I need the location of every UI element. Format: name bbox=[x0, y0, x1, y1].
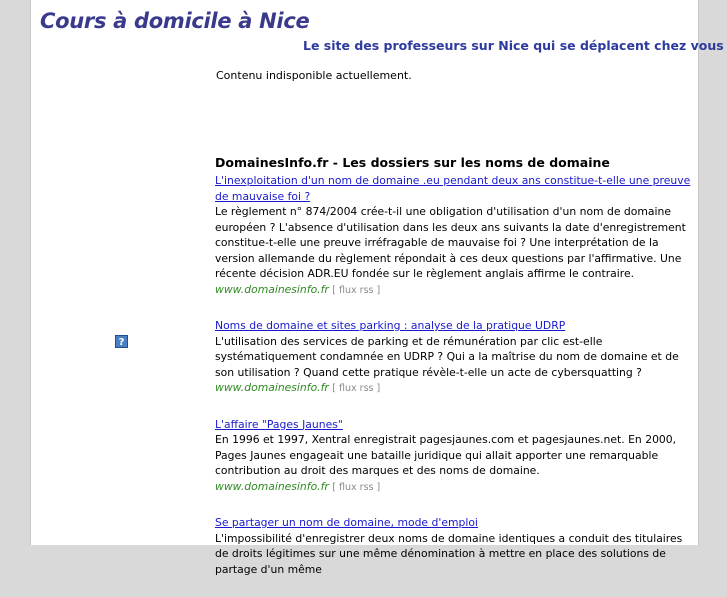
source-site-link[interactable]: www.domainesinfo.fr bbox=[215, 381, 329, 394]
article-link[interactable]: L'affaire "Pages Jaunes" bbox=[215, 417, 343, 431]
article-description: En 1996 et 1997, Xentral enregistrait pagesjaunes.com et pagesjaunes.net. En 2000, Pages Jaunes engageait une bataille juridique qui allait apporter une remarquable contribution au droit des marques et des noms de domaine. bbox=[215, 433, 677, 477]
unavailable-notice: Contenu indisponible actuellement. bbox=[216, 69, 412, 82]
article-link[interactable]: Noms de domaine et sites parking : analyse de la pratique UDRP bbox=[215, 319, 566, 332]
site-subtitle: Le site des professeurs sur Nice qui se déplacent chez vous bbox=[303, 38, 724, 53]
rss-feed-link[interactable]: [ flux rss ] bbox=[332, 481, 381, 493]
feed-title: DomainesInfo.fr - Les dossiers sur les noms de domaine bbox=[215, 155, 610, 170]
feed-article bbox=[215, 318, 693, 397]
source-site-link[interactable]: www.domainesinfo.fr bbox=[215, 479, 329, 493]
article-source bbox=[215, 380, 693, 397]
rss-feed-link[interactable]: [ flux rss ] bbox=[332, 383, 381, 394]
site-title: Cours à domicile à Nice bbox=[40, 9, 310, 33]
question-mark-icon[interactable]: ? bbox=[115, 335, 128, 348]
feed-article bbox=[215, 173, 693, 298]
rss-feed bbox=[215, 155, 693, 597]
article-source bbox=[215, 479, 693, 496]
feed-article bbox=[215, 515, 693, 577]
article-link[interactable]: Se partager un nom de domaine, mode d'emploi bbox=[215, 516, 478, 529]
article-description: Le règlement n° 874/2004 crée-t-il une obligation d'utilisation d'un nom de domaine européen ? L'absence d'utilisation dans les deux ans suivants la date d'enregistrement constitue-t-elle une preuve irréfragable de mauvaise foi ? Une interprétation de la version allemande du règlement répondait à ces deux questions par l'affirmative. Une récente décision ADR.EU fondée sur le règlement anglais affirme le contraire. bbox=[215, 205, 686, 280]
source-site-link[interactable]: www.domainesinfo.fr bbox=[215, 282, 329, 296]
article-link[interactable]: L'inexploitation d'un nom de domaine .eu pendant deux ans constitue-t-elle une preuve de mauvaise foi ? bbox=[215, 174, 691, 203]
feed-article bbox=[215, 417, 693, 496]
article-description: L'utilisation des services de parking et de rémunération par clic est-elle systématiquement condamnée en UDRP ? Qui a la maîtrise du nom de domaine et de son utilisation ? Quand cette pratique révèle-t-elle un acte de cybersquatting ? bbox=[215, 334, 679, 379]
article-source bbox=[215, 282, 693, 299]
rss-feed-link[interactable]: [ flux rss ] bbox=[332, 284, 381, 296]
article-description: L'impossibilité d'enregistrer deux noms de domaine identiques a conduit des titulaires de droits légitimes sur une même dénomination à mettre en place des solutions de partage d'un même bbox=[215, 531, 683, 576]
